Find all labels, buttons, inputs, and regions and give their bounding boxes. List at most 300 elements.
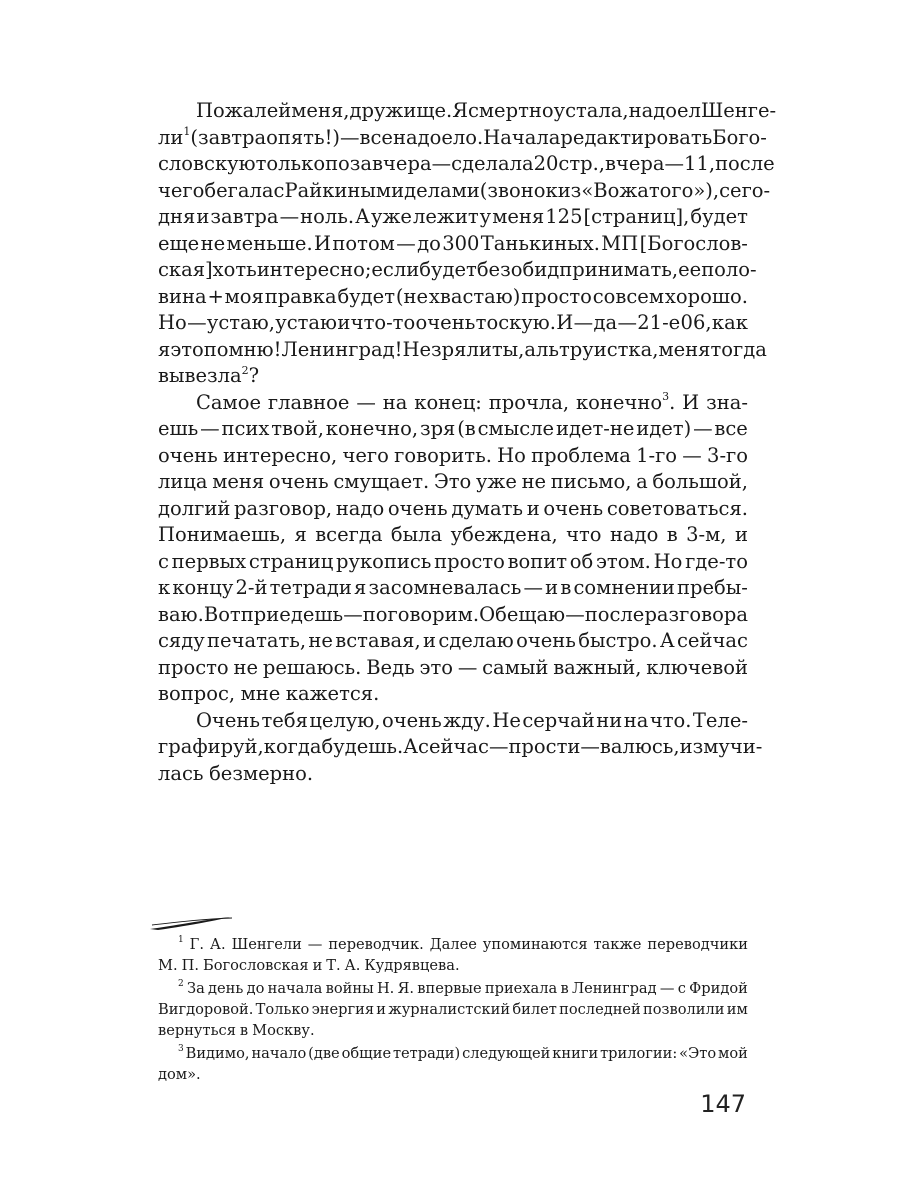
word: и bbox=[337, 311, 351, 334]
word: 06, bbox=[680, 311, 712, 334]
word: Н. bbox=[376, 980, 395, 997]
text-line bbox=[158, 628, 748, 655]
word: Далее bbox=[429, 936, 477, 953]
word: Шенгели bbox=[231, 936, 302, 953]
word: сделаю bbox=[438, 629, 514, 652]
word: Бого- bbox=[712, 125, 767, 149]
word bbox=[178, 934, 184, 955]
word: безмерно. bbox=[209, 761, 314, 785]
word: делами bbox=[404, 178, 480, 202]
word: — bbox=[200, 417, 220, 440]
word: поло- bbox=[701, 258, 757, 281]
word: очень bbox=[516, 629, 576, 652]
word: П. bbox=[181, 957, 199, 974]
word: Ленинград bbox=[571, 980, 657, 997]
word: Ленинград! bbox=[281, 337, 403, 361]
word: поговорим. bbox=[362, 602, 480, 626]
word: ты, bbox=[491, 337, 525, 361]
word: где-то bbox=[685, 549, 748, 573]
word: альтруистка, bbox=[524, 337, 659, 361]
word: думать bbox=[451, 496, 524, 520]
word: тетради bbox=[269, 576, 352, 599]
text-line bbox=[158, 151, 775, 178]
word: просто bbox=[521, 284, 592, 308]
text-line bbox=[158, 655, 748, 682]
word: МП bbox=[601, 231, 639, 255]
word: словскую bbox=[158, 152, 256, 175]
text-line bbox=[158, 443, 748, 470]
word: на bbox=[382, 390, 408, 414]
word: меня, bbox=[291, 99, 350, 122]
word: хорошо. bbox=[664, 284, 748, 308]
word: 11, bbox=[684, 152, 716, 175]
word: идет) bbox=[636, 417, 692, 440]
footnote-marker: 1 bbox=[178, 935, 184, 946]
word: без bbox=[476, 258, 511, 281]
word: — bbox=[682, 443, 702, 467]
word: А bbox=[355, 205, 370, 228]
word: 3-м, bbox=[686, 523, 727, 546]
word: ваю. bbox=[158, 602, 204, 626]
word: Только bbox=[255, 1001, 310, 1018]
text-line bbox=[158, 231, 748, 258]
word: рукопись bbox=[336, 549, 432, 573]
word: (две bbox=[308, 1045, 340, 1062]
word: «Это bbox=[679, 1045, 717, 1062]
word: ли bbox=[466, 337, 492, 361]
word: тетради) bbox=[392, 1045, 461, 1062]
word: об bbox=[569, 549, 594, 573]
word: просто bbox=[158, 655, 229, 679]
word: ее bbox=[678, 258, 702, 281]
word: сего- bbox=[719, 178, 771, 202]
word: 20 bbox=[533, 152, 559, 175]
word: решаюсь. bbox=[262, 655, 362, 679]
word: помню! bbox=[203, 337, 282, 361]
footnote-marker: 3 bbox=[662, 390, 670, 403]
word: с bbox=[158, 549, 169, 573]
word: валюсь, bbox=[599, 735, 680, 758]
word: — bbox=[431, 152, 452, 175]
letter-body bbox=[158, 98, 777, 787]
word: хоть bbox=[212, 258, 257, 281]
word: 125 bbox=[545, 205, 583, 228]
word: сделала bbox=[451, 152, 534, 175]
text-line bbox=[158, 549, 748, 576]
word: и bbox=[312, 957, 323, 974]
word: И bbox=[314, 231, 332, 255]
word: — bbox=[343, 602, 363, 626]
word: — bbox=[187, 311, 207, 334]
word: убеждена, bbox=[450, 523, 558, 546]
word: интересно, bbox=[223, 443, 338, 467]
word: я bbox=[158, 337, 171, 361]
word: Но bbox=[497, 443, 526, 467]
text-line bbox=[158, 522, 748, 549]
word: книги bbox=[552, 1045, 599, 1062]
word: следующей bbox=[462, 1045, 551, 1062]
word: до bbox=[246, 980, 265, 997]
word: также bbox=[593, 936, 642, 953]
word: (не bbox=[395, 284, 429, 308]
word: не bbox=[521, 470, 547, 493]
word: Вот bbox=[203, 602, 241, 626]
word: Я bbox=[452, 99, 468, 122]
text-line bbox=[158, 708, 748, 735]
word: Ведь bbox=[366, 655, 415, 679]
word: на bbox=[623, 708, 649, 732]
text-line bbox=[158, 978, 748, 999]
word: меня bbox=[492, 205, 545, 228]
word: правка bbox=[264, 284, 337, 308]
word: что-то bbox=[350, 311, 416, 334]
word: этом. bbox=[596, 549, 651, 573]
word: Шенге- bbox=[700, 99, 777, 122]
word: твой, bbox=[271, 417, 324, 440]
word: Понимаешь, bbox=[158, 523, 287, 546]
text-line bbox=[158, 681, 748, 708]
word: лежит bbox=[412, 205, 479, 228]
word: «Вожатого»), bbox=[581, 178, 720, 202]
footnote-marker: 3 bbox=[178, 1044, 184, 1055]
word: позавчера bbox=[325, 152, 432, 175]
word: вывезла$^2$? bbox=[158, 363, 260, 387]
word: меня bbox=[658, 337, 711, 361]
word: и bbox=[734, 523, 748, 546]
word: я bbox=[294, 523, 307, 546]
word: меньше. bbox=[226, 231, 313, 255]
word: Москву. bbox=[252, 1022, 315, 1039]
word: надо bbox=[609, 523, 659, 546]
word: И bbox=[556, 311, 574, 334]
text-line bbox=[158, 934, 748, 955]
word: прости bbox=[508, 735, 581, 758]
word: (в bbox=[457, 417, 476, 440]
word: Богословская bbox=[202, 957, 309, 974]
word: и bbox=[423, 629, 436, 652]
word: после bbox=[715, 152, 775, 175]
word: и bbox=[196, 205, 210, 228]
word: мне bbox=[240, 682, 281, 705]
text-line bbox=[158, 1043, 748, 1064]
text-line bbox=[158, 1020, 748, 1041]
word: с bbox=[677, 980, 686, 997]
text-line bbox=[158, 602, 748, 629]
word: впервые bbox=[417, 980, 482, 997]
word: тоскую. bbox=[475, 311, 556, 334]
word: тебя bbox=[261, 708, 308, 732]
word: Это bbox=[433, 470, 472, 493]
word: прочла, bbox=[488, 390, 570, 414]
text-line bbox=[158, 125, 767, 152]
word: очень bbox=[381, 708, 442, 732]
word: проблема bbox=[531, 443, 631, 467]
text-line bbox=[158, 204, 748, 231]
word: Обещаю bbox=[479, 602, 566, 626]
word: А. bbox=[209, 936, 226, 953]
word: позволили bbox=[643, 1001, 725, 1018]
text-line bbox=[158, 734, 763, 761]
word: зря bbox=[419, 417, 456, 440]
word: главное bbox=[267, 390, 350, 414]
word: трилогии: bbox=[600, 1045, 678, 1062]
text-line bbox=[158, 496, 748, 523]
word: 1-го bbox=[636, 443, 678, 467]
text-line bbox=[158, 310, 748, 337]
word: приехала bbox=[484, 980, 558, 997]
word: концу bbox=[172, 576, 234, 599]
word: общие bbox=[341, 1045, 392, 1062]
word: конец: bbox=[414, 390, 482, 414]
word: конечно$^3$. bbox=[575, 390, 676, 414]
word: еще bbox=[158, 231, 200, 255]
word: (завтра bbox=[190, 125, 267, 149]
word: опять!) bbox=[266, 125, 341, 149]
word: Видимо, bbox=[185, 1045, 250, 1062]
word: первых bbox=[171, 549, 247, 573]
word: вернуться bbox=[158, 1022, 236, 1039]
word: была bbox=[390, 523, 443, 546]
text-line bbox=[158, 1064, 748, 1085]
text-line bbox=[158, 575, 748, 602]
word: Райкиными bbox=[284, 178, 405, 202]
word: сяду bbox=[158, 629, 205, 652]
word: редактировать bbox=[560, 125, 713, 149]
word: быстро. bbox=[578, 629, 658, 652]
word: после bbox=[584, 602, 645, 626]
word: ноль. bbox=[300, 205, 355, 228]
word: зна- bbox=[706, 390, 748, 414]
word bbox=[178, 1043, 184, 1064]
word: разговора bbox=[644, 602, 748, 626]
word bbox=[178, 978, 184, 999]
word: в bbox=[560, 576, 572, 599]
word: — bbox=[573, 311, 594, 334]
word: до bbox=[417, 231, 441, 255]
word: очень bbox=[387, 496, 448, 520]
word: целую, bbox=[309, 708, 381, 732]
word: пребы- bbox=[677, 576, 748, 599]
word: устаю, bbox=[206, 311, 275, 334]
word: а bbox=[636, 470, 648, 493]
word: когда bbox=[263, 735, 322, 758]
word: — bbox=[659, 980, 675, 997]
word: идет-не bbox=[555, 417, 635, 440]
word: ская] bbox=[158, 258, 213, 281]
word: принимать, bbox=[559, 258, 679, 281]
word: завтра bbox=[210, 205, 279, 228]
word: только bbox=[255, 152, 326, 175]
word: переводчики bbox=[647, 936, 748, 953]
word: чего bbox=[342, 443, 389, 467]
word: журналистский bbox=[388, 1001, 511, 1018]
word: А. bbox=[344, 957, 361, 974]
footnote-marker: 2 bbox=[241, 363, 249, 377]
word: им bbox=[726, 1001, 748, 1018]
word: конечно, bbox=[325, 417, 419, 440]
word: самый bbox=[482, 655, 549, 679]
word: Теле- bbox=[692, 708, 748, 732]
word: очень bbox=[268, 470, 329, 493]
text-line bbox=[158, 955, 748, 976]
word: моя bbox=[224, 284, 264, 308]
word: говорить. bbox=[394, 443, 492, 467]
word: тогда bbox=[710, 337, 767, 361]
word: и bbox=[376, 1001, 387, 1018]
word: просто bbox=[434, 549, 505, 573]
word: не bbox=[200, 231, 226, 255]
word: графируй, bbox=[158, 735, 264, 758]
word: уже bbox=[475, 470, 517, 493]
text-line bbox=[158, 178, 771, 205]
word: хвастаю) bbox=[428, 284, 521, 308]
text-line bbox=[158, 257, 757, 284]
word: интересно; bbox=[256, 258, 372, 281]
word: да bbox=[593, 311, 618, 334]
word: сейчас bbox=[677, 629, 748, 652]
word: надо bbox=[335, 496, 385, 520]
word: засомневалась bbox=[368, 576, 522, 599]
word: За bbox=[186, 980, 205, 997]
word: дружище. bbox=[349, 99, 453, 122]
word: Самое bbox=[196, 390, 261, 414]
word: жду. bbox=[443, 708, 491, 732]
word: будет bbox=[337, 284, 396, 308]
word: советоваться. bbox=[606, 496, 748, 520]
page-number: 147 bbox=[700, 1090, 746, 1118]
word: в bbox=[560, 980, 569, 997]
word: Не bbox=[402, 337, 432, 361]
word: дом». bbox=[158, 1066, 201, 1083]
word: Пожалей bbox=[196, 99, 292, 122]
word: долгий bbox=[158, 496, 231, 520]
footnotes bbox=[158, 934, 748, 1085]
word: из bbox=[557, 178, 582, 202]
word: Фридой bbox=[689, 980, 748, 997]
word: не bbox=[308, 629, 333, 652]
word: Начала bbox=[483, 125, 561, 149]
word: А bbox=[659, 629, 675, 652]
word: — bbox=[693, 417, 713, 440]
word: Но bbox=[158, 311, 187, 334]
text-line bbox=[158, 761, 748, 788]
word: — bbox=[565, 602, 585, 626]
word: $ли^1$ bbox=[158, 125, 191, 149]
word: (звонок bbox=[479, 178, 558, 202]
word: сейчас bbox=[418, 735, 489, 758]
word: [Богослов- bbox=[639, 231, 748, 255]
word: кажется. bbox=[285, 682, 380, 705]
text-line bbox=[158, 337, 767, 364]
word: вчера bbox=[605, 152, 665, 175]
word: измучи- bbox=[679, 735, 763, 758]
word: очень bbox=[415, 311, 476, 334]
word: большой, bbox=[652, 470, 748, 493]
word: мой bbox=[718, 1045, 748, 1062]
word: — bbox=[307, 936, 323, 953]
word: все bbox=[714, 417, 748, 440]
word: всегда bbox=[315, 523, 383, 546]
text-line bbox=[158, 469, 748, 496]
word: потом bbox=[332, 231, 395, 255]
text-line bbox=[158, 284, 748, 311]
word: 300 bbox=[442, 231, 480, 255]
word: устаю bbox=[275, 311, 338, 334]
word: последней bbox=[559, 1001, 641, 1018]
word: 21-е bbox=[637, 311, 681, 334]
word: смысле bbox=[477, 417, 555, 440]
word: очень bbox=[543, 496, 604, 520]
word: — bbox=[580, 735, 600, 758]
word: будешь. bbox=[321, 735, 404, 758]
text-line bbox=[158, 98, 777, 125]
word: совсем bbox=[592, 284, 665, 308]
word: в bbox=[239, 1022, 249, 1039]
word: приедешь bbox=[240, 602, 344, 626]
word: 3-го bbox=[707, 443, 748, 467]
word: не bbox=[233, 655, 259, 679]
footnote-marker: 2 bbox=[178, 979, 184, 990]
word: М. bbox=[158, 957, 178, 974]
word: что bbox=[566, 523, 602, 546]
word: я bbox=[354, 576, 367, 599]
word: что. bbox=[649, 708, 692, 732]
text-line bbox=[158, 999, 748, 1020]
word: лица bbox=[158, 470, 208, 493]
word: Я. bbox=[397, 980, 414, 997]
word: [страниц], bbox=[583, 205, 690, 228]
word: — bbox=[488, 735, 509, 758]
word: вина bbox=[158, 284, 207, 308]
word: стр., bbox=[558, 152, 606, 175]
word: обид bbox=[510, 258, 560, 281]
word: И bbox=[682, 390, 700, 414]
word: ключевой bbox=[646, 655, 748, 679]
word: разговор, bbox=[234, 496, 333, 520]
word: чего bbox=[158, 178, 205, 202]
word: — bbox=[617, 311, 637, 334]
word: Танькиных. bbox=[480, 231, 600, 255]
word: бегала bbox=[204, 178, 274, 202]
word: Т. bbox=[326, 957, 341, 974]
text-line bbox=[158, 363, 748, 390]
word: ни bbox=[596, 708, 623, 732]
word: устала, bbox=[553, 99, 629, 122]
word: начала bbox=[267, 980, 323, 997]
word: Кудрявцева. bbox=[364, 957, 460, 974]
word: — bbox=[396, 231, 416, 255]
word: серчай bbox=[522, 708, 595, 732]
text-line bbox=[158, 416, 748, 443]
word: вставая, bbox=[335, 629, 421, 652]
word: и bbox=[526, 496, 540, 520]
word: ешь bbox=[158, 417, 199, 440]
word: у bbox=[479, 205, 492, 228]
word: вопит bbox=[507, 549, 568, 573]
word: все bbox=[359, 125, 393, 149]
word: — bbox=[279, 205, 300, 228]
text-line bbox=[158, 390, 748, 417]
word: — bbox=[523, 576, 543, 599]
word: как bbox=[711, 311, 748, 334]
word: это bbox=[419, 655, 453, 679]
word: страниц bbox=[248, 549, 334, 573]
word: в bbox=[666, 523, 678, 546]
word: энергия bbox=[311, 1001, 375, 1018]
word: начало bbox=[251, 1045, 307, 1062]
word: к bbox=[158, 576, 171, 599]
word: и bbox=[545, 576, 559, 599]
